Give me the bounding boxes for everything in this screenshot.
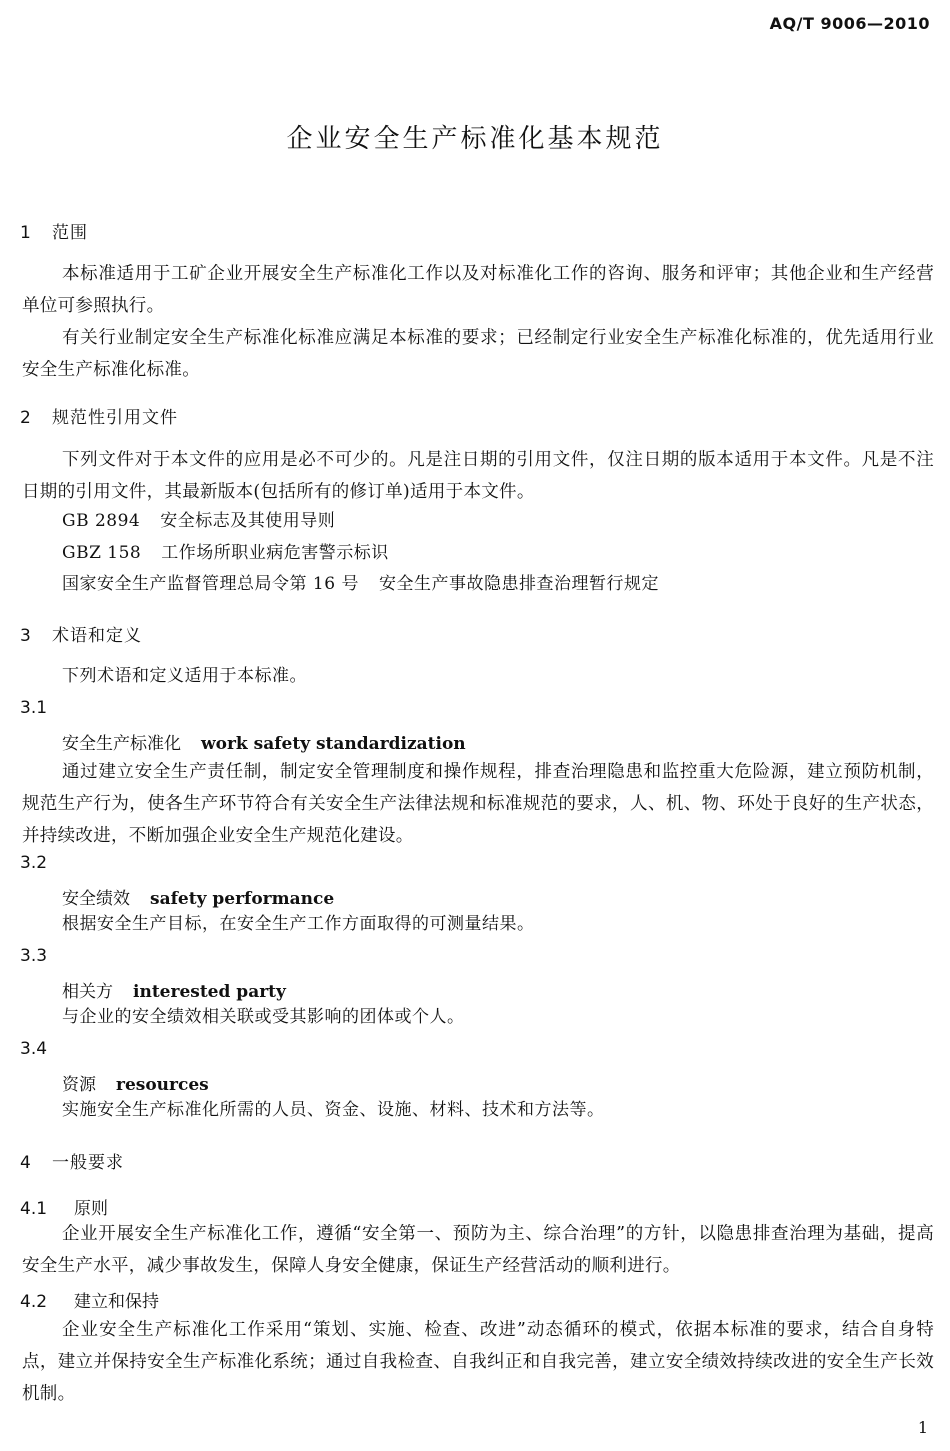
section-title: 一般要求 xyxy=(52,1153,124,1173)
term-chinese: 资源 xyxy=(62,1075,96,1095)
reference-code: 国家安全生产监督管理总局令第 16 号 xyxy=(62,574,359,594)
term-heading xyxy=(62,884,334,909)
term-english: work safety standardization xyxy=(201,734,466,754)
subsection-number: 4.1 xyxy=(20,1199,48,1219)
section-number: 4 xyxy=(20,1153,32,1173)
term-english: interested party xyxy=(133,982,286,1002)
term-definition: 通过建立安全生产责任制，制定安全管理制度和操作规程，排查治理隐患和监控重大危险源，建立预防机制，规范生产行为，使各生产环节符合有关安全生产法律法规和标准规范的要求，人、机、物、环处于良好的生产状态，并持续改进，不断加强企业安全生产规范化建设。 xyxy=(22,762,934,846)
reference-code: GBZ 158 xyxy=(62,543,142,563)
term-definition: 与企业的安全绩效相关联或受其影响的团体或个人。 xyxy=(62,1007,465,1027)
clause-number: 3.4 xyxy=(20,1039,48,1059)
subsection-title: 原则 xyxy=(74,1199,108,1219)
section-title: 规范性引用文件 xyxy=(52,408,178,428)
term-definition: 实施安全生产标准化所需的人员、资金、设施、材料、技术和方法等。 xyxy=(62,1100,605,1120)
subsection-title: 建立和保持 xyxy=(74,1292,159,1312)
section-number: 2 xyxy=(20,408,32,428)
section-title: 范围 xyxy=(52,223,88,243)
term-heading xyxy=(62,977,286,1002)
section-number: 3 xyxy=(20,626,32,646)
page-number: 1 xyxy=(917,1418,928,1437)
reference-code: GB 2894 xyxy=(62,511,141,531)
section-3-heading xyxy=(20,621,142,646)
clause-number: 3.1 xyxy=(20,698,48,718)
term-english: resources xyxy=(116,1075,209,1095)
section-1-paragraph-2: 有关行业制定安全生产标准化标准应满足本标准的要求；已经制定行业安全生产标准化标准的，优先适用行业安全生产标准化标准。 xyxy=(22,328,934,380)
term-heading xyxy=(62,729,466,754)
term-chinese: 安全生产标准化 xyxy=(62,734,181,754)
section-4-heading xyxy=(20,1148,124,1173)
reference-item xyxy=(62,537,389,570)
term-english: safety performance xyxy=(150,889,335,909)
document-title: 企业安全生产标准化基本规范 xyxy=(286,124,664,154)
reference-title: 安全标志及其使用导则 xyxy=(160,511,336,531)
reference-title: 安全生产事故隐患排查治理暂行规定 xyxy=(378,574,659,594)
section-1-heading xyxy=(20,218,88,243)
section-3-paragraph-1: 下列术语和定义适用于本标准。 xyxy=(62,666,307,686)
section-1-paragraph-1: 本标准适用于工矿企业开展安全生产标准化工作以及对标准化工作的咨询、服务和评审；其他企业和生产经营单位可参照执行。 xyxy=(22,264,934,316)
term-chinese: 相关方 xyxy=(62,982,113,1002)
term-chinese: 安全绩效 xyxy=(62,889,130,909)
subsection-4-1-text: 企业开展安全生产标准化工作，遵循“安全第一、预防为主、综合治理”的方针，以隐患排查治理为基础，提高安全生产水平，减少事故发生，保障人身安全健康，保证生产经营活动的顺利进行。 xyxy=(22,1224,934,1276)
section-2-paragraph-1: 下列文件对于本文件的应用是必不可少的。凡是注日期的引用文件，仅注日期的版本适用于本文件。凡是不注日期的引用文件，其最新版本(包括所有的修订单)适用于本文件。 xyxy=(22,450,934,502)
reference-title: 工作场所职业病危害警示标识 xyxy=(161,543,389,563)
clause-number: 3.2 xyxy=(20,853,48,873)
standard-code: AQ/T 9006—2010 xyxy=(769,14,930,33)
section-number: 1 xyxy=(20,223,32,243)
term-heading xyxy=(62,1070,209,1095)
section-title: 术语和定义 xyxy=(52,626,142,646)
term-definition: 根据安全生产目标，在安全生产工作方面取得的可测量结果。 xyxy=(62,914,535,934)
subsection-4-2-text: 企业安全生产标准化工作采用“策划、实施、检查、改进”动态循环的模式，依据本标准的要求，结合自身特点，建立并保持安全生产标准化系统；通过自我检查、自我纠正和自我完善，建立安全绩效持续改进的安全生产长效机制。 xyxy=(22,1320,934,1404)
clause-number: 3.3 xyxy=(20,946,48,966)
subsection-number: 4.2 xyxy=(20,1292,48,1312)
subsection-4-2-heading xyxy=(20,1287,159,1312)
reference-item xyxy=(62,505,335,538)
reference-item xyxy=(62,568,659,601)
subsection-4-1-heading xyxy=(20,1194,108,1219)
section-2-heading xyxy=(20,403,178,428)
